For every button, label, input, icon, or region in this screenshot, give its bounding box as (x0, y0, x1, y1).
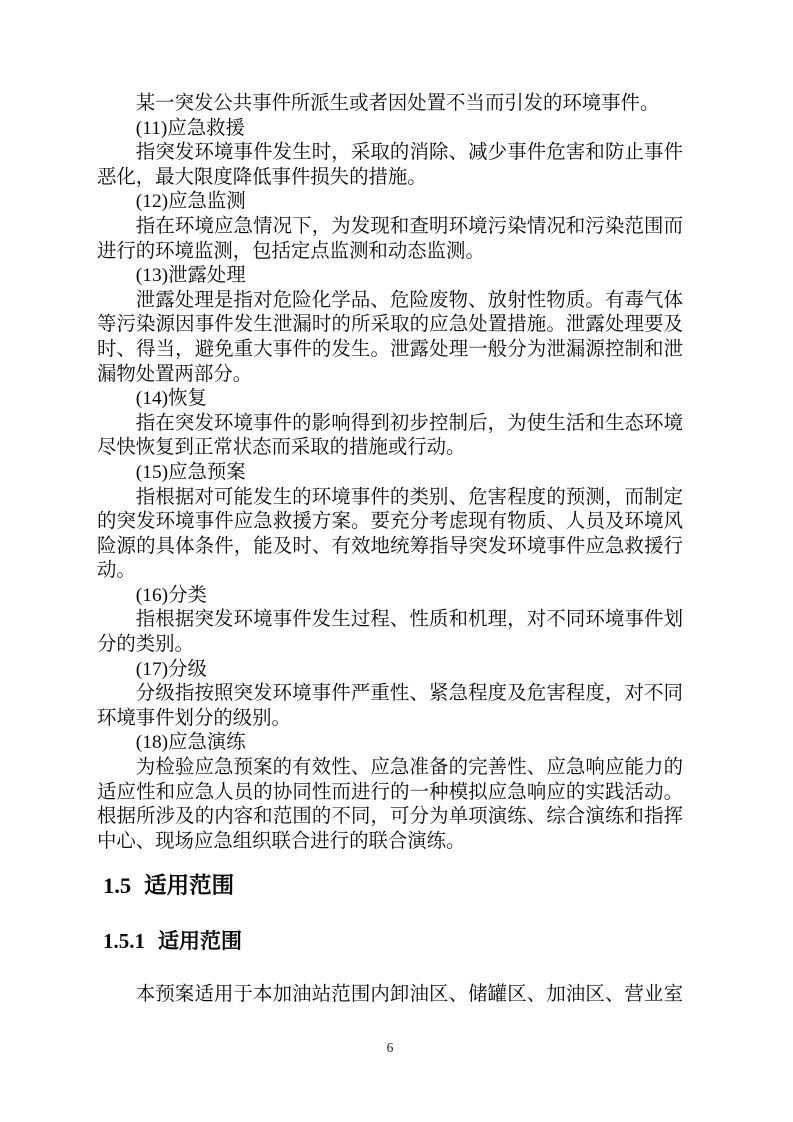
body-line: 本预案适用于本加油站范围内卸油区、储罐区、加油区、营业室 (135, 984, 683, 1006)
body-line: 中心、现场应急组织联合进行的联合演练。 (97, 830, 466, 852)
body-line: 的突发环境事件应急救援方案。要充分考虑现有物质、人员及环境风 (97, 511, 683, 533)
body-line: (15)应急预案 (135, 461, 246, 483)
body-line: 分的类别。 (97, 634, 194, 656)
section-number: 1.5 (103, 873, 132, 899)
subsection-heading (97, 927, 683, 955)
body-line: 漏物处置两部分。 (97, 363, 253, 385)
body-line: (17)分级 (135, 658, 207, 680)
body-line: 恶化，最大限度降低事件损失的措施。 (97, 166, 427, 188)
body-line: (18)应急演练 (135, 732, 246, 754)
body-line: 环境事件划分的级别。 (97, 707, 291, 729)
body-line: 指根据突发环境事件发生过程、性质和机理，对不同环境事件划 (135, 609, 683, 631)
body-line: 泄露处理是指对危险化学品、危险废物、放射性物质。有毒气体 (135, 289, 683, 311)
body-line: 险源的具体条件，能及时、有效地统筹指导突发环境事件应急救援行 (97, 535, 683, 557)
body-line: 等污染源因事件发生泄漏时的所采取的应急处置措施。泄露处理要及 (97, 314, 683, 336)
body-line: 分级指按照突发环境事件严重性、紧急程度及危害程度，对不同 (135, 683, 683, 705)
body-line: 指在突发环境事件的影响得到初步控制后，为使生活和生态环境 (135, 412, 683, 434)
body-line: (13)泄露处理 (135, 265, 246, 287)
page-number: 6 (386, 1040, 394, 1055)
body-line: 指突发环境事件发生时，采取的消除、减少事件危害和防止事件 (135, 142, 683, 164)
body-line: 尽快恢复到正常状态而采取的措施或行动。 (97, 437, 466, 459)
body-line: 根据所涉及的内容和范围的不同，可分为单项演练、综合演练和指挥 (97, 806, 683, 828)
body-line: 指根据对可能发生的环境事件的类别、危害程度的预测，而制定 (135, 486, 683, 508)
section-title: 适用范围 (144, 873, 235, 899)
text-column (97, 92, 683, 1008)
body-line: 动。 (97, 560, 136, 582)
body-line: (11)应急救援 (135, 117, 245, 139)
body-line: 某一突发公共事件所派生或者因处置不当而引发的环境事件。 (135, 93, 660, 114)
body-line: 指在环境应急情况下，为发现和查明环境污染情况和污染范围而 (135, 215, 683, 237)
body-line: (12)应急监测 (135, 191, 246, 213)
body-line: (16)分类 (135, 584, 207, 606)
body-line: (14)恢复 (135, 388, 207, 410)
body-text-block (97, 92, 683, 854)
body-line: 进行的环境监测，包括定点监测和动态监测。 (97, 240, 485, 262)
subsection-number: 1.5.1 (103, 929, 145, 954)
body-line: 适应性和应急人员的协同性而进行的一种模拟应急响应的实践活动。 (97, 781, 683, 803)
body-line: 为检验应急预案的有效性、应急准备的完善性、应急响应能力的 (135, 757, 683, 779)
section-heading (97, 871, 683, 901)
subsection-title: 适用范围 (158, 929, 242, 954)
body-line: 时、得当，避免重大事件的发生。泄露处理一般分为泄漏源控制和泄 (97, 338, 683, 360)
closing-paragraph (97, 983, 683, 1008)
